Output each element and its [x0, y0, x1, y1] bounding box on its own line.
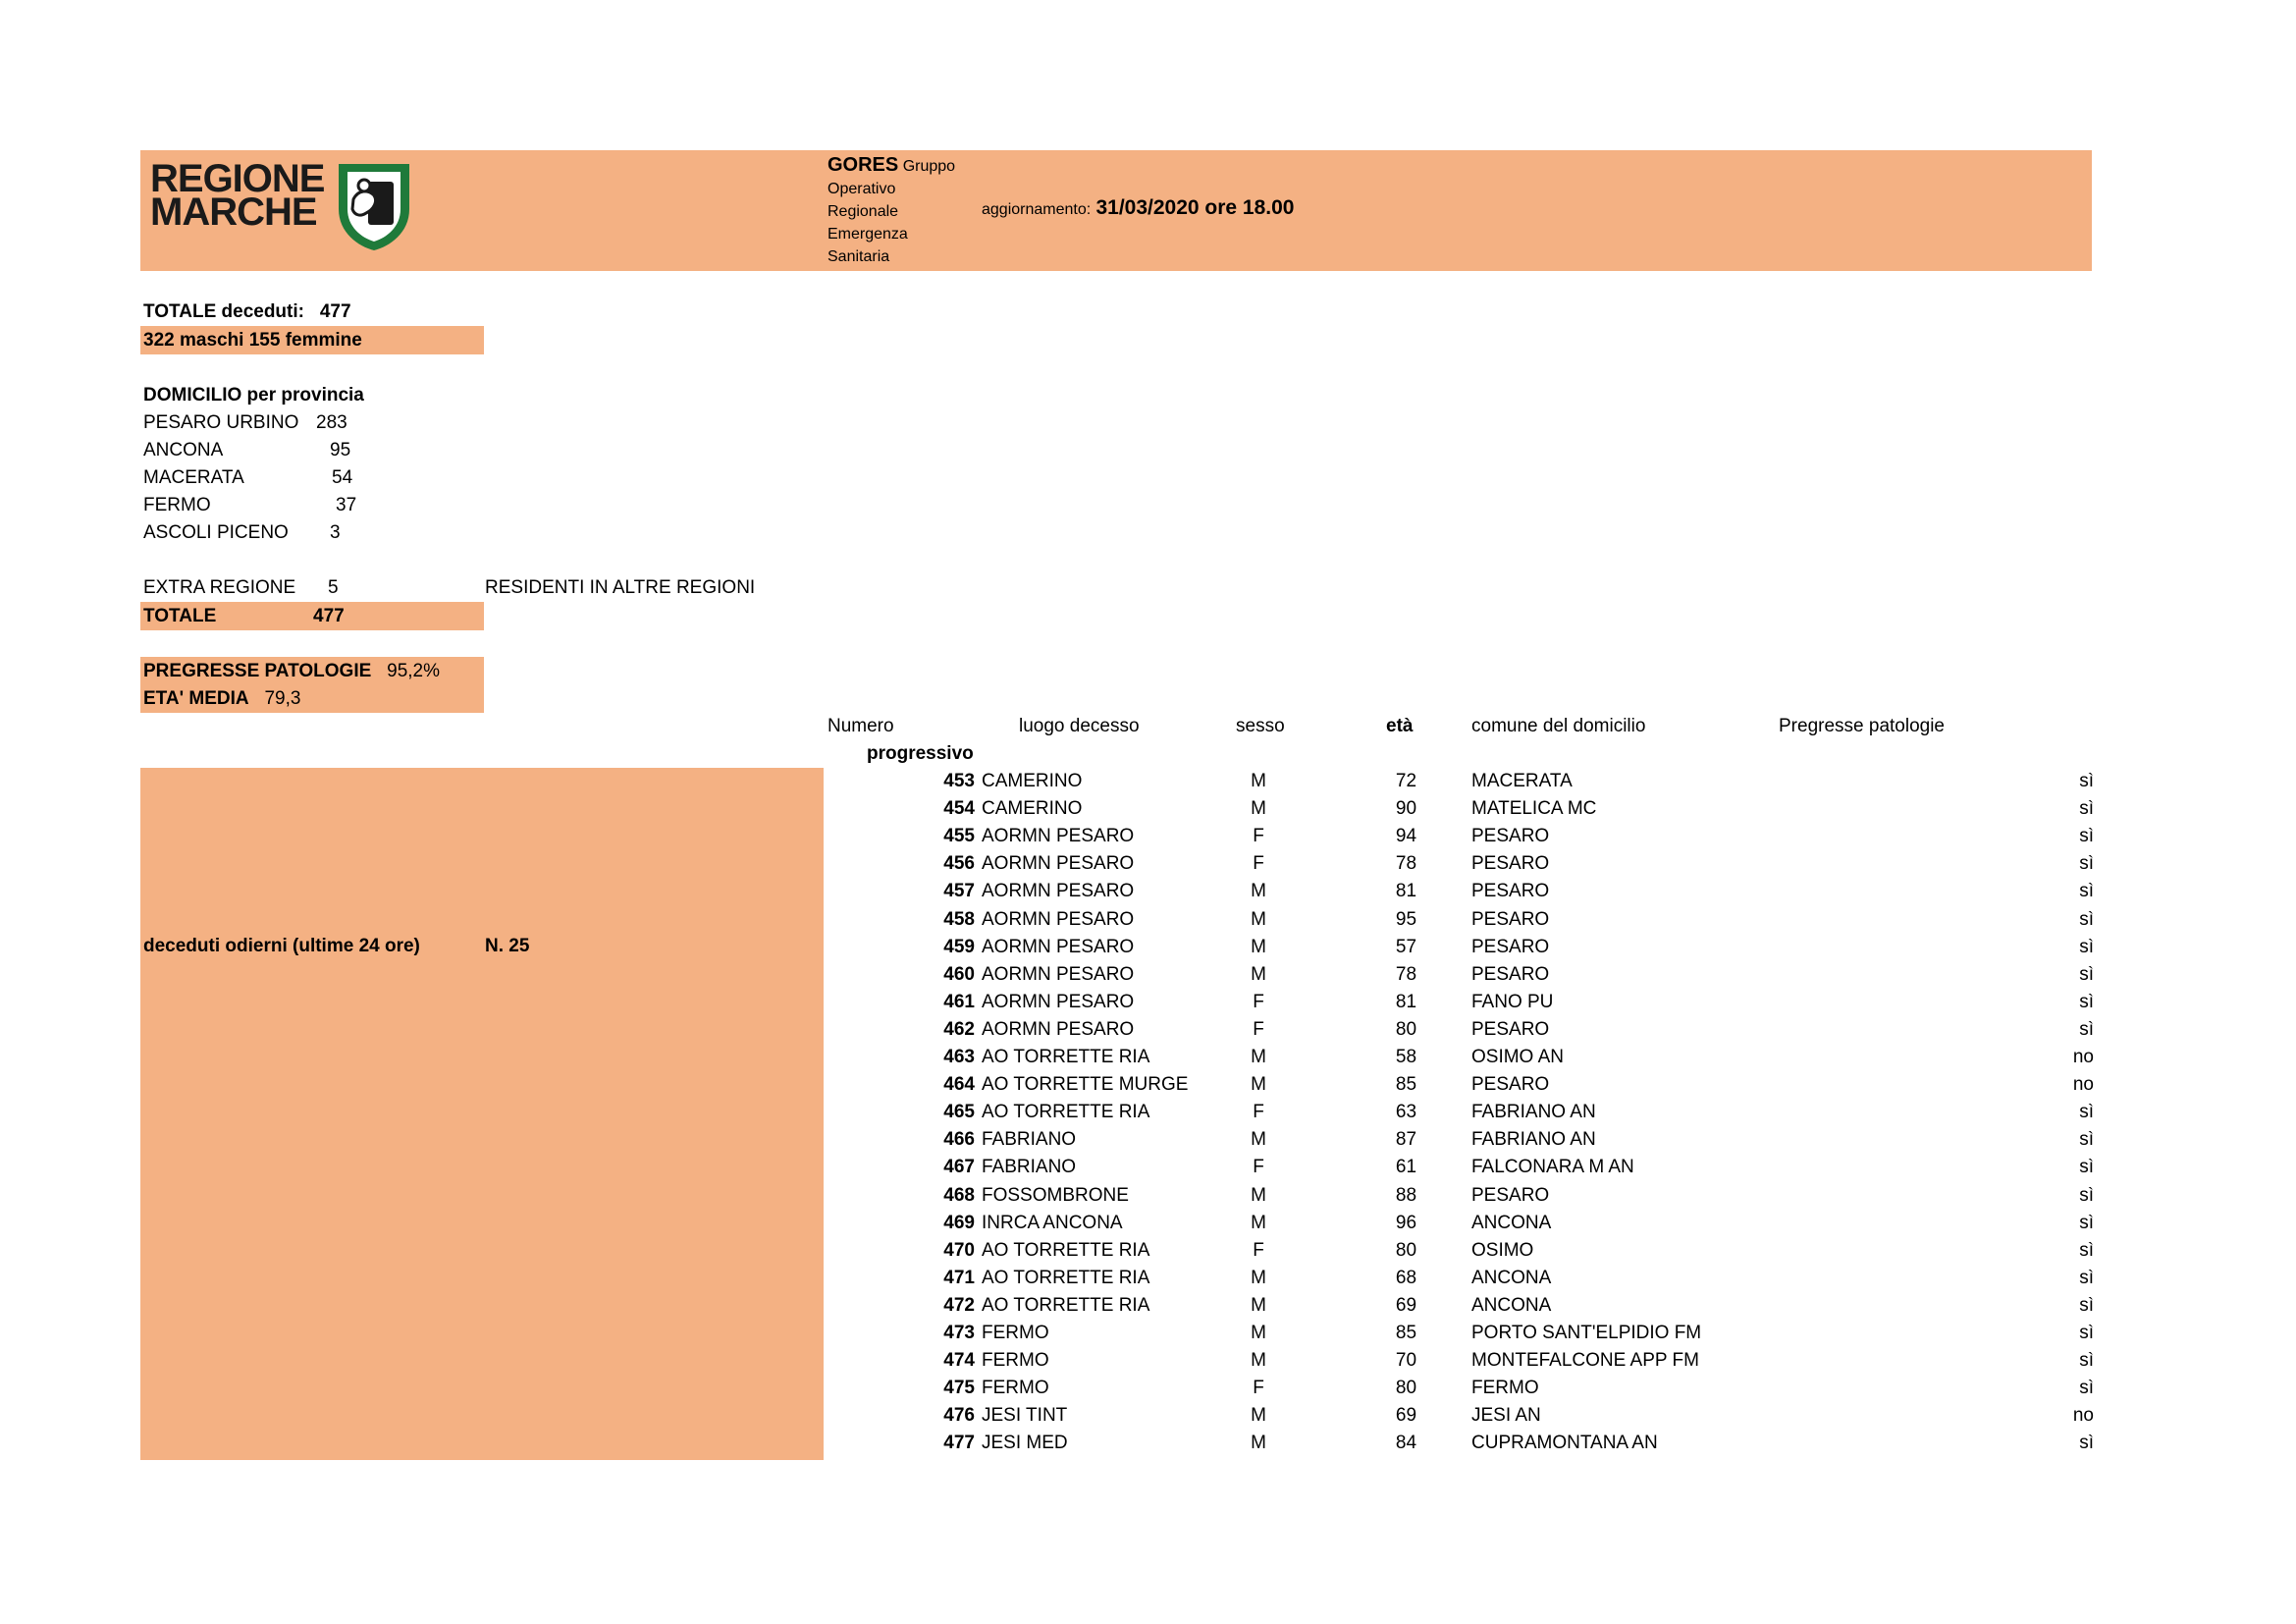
table-row — [828, 961, 2094, 989]
row-comune: PESARO — [1471, 964, 1550, 985]
province-value: 37 — [336, 495, 357, 515]
row-luogo: AORMN PESARO — [982, 992, 1135, 1012]
row-number: 465 — [943, 1102, 975, 1122]
row-number: 476 — [943, 1405, 975, 1426]
province-value: 54 — [332, 467, 353, 488]
row-number: 466 — [943, 1129, 975, 1150]
row-number: 472 — [943, 1295, 975, 1316]
row-number: 471 — [943, 1268, 975, 1288]
totale-deceduti — [143, 298, 351, 326]
row-comune: PESARO — [1471, 853, 1550, 874]
totale-label: TOTALE — [143, 606, 217, 626]
row-comune: JESI AN — [1471, 1405, 1541, 1426]
gores-block — [828, 154, 955, 268]
province-name: ASCOLI PICENO — [143, 522, 289, 543]
table-row — [828, 1265, 2094, 1292]
row-luogo: AO TORRETTE RIA — [982, 1295, 1150, 1316]
row-luogo: AO TORRETTE RIA — [982, 1047, 1150, 1067]
row-comune: FANO PU — [1471, 992, 1554, 1012]
eta-label: ETA' MEDIA — [143, 688, 249, 709]
gores-title: GORES — [828, 154, 899, 176]
header-luogo: luogo decesso — [1019, 716, 1140, 736]
row-patologie: no — [2072, 1405, 2094, 1426]
row-patologie: sì — [2079, 1378, 2094, 1398]
row-sesso: F — [1253, 1019, 1264, 1040]
row-luogo: AO TORRETTE MURGE — [982, 1074, 1189, 1095]
row-comune: FABRIANO AN — [1471, 1102, 1596, 1122]
row-patologie: sì — [2079, 1295, 2094, 1316]
row-patologie: sì — [2079, 1129, 2094, 1150]
province-value: 95 — [330, 440, 351, 460]
table-row — [828, 1099, 2094, 1126]
row-number: 459 — [943, 937, 975, 957]
province-name: FERMO — [143, 495, 211, 515]
row-luogo: AO TORRETTE RIA — [982, 1268, 1150, 1288]
table-row — [828, 1044, 2094, 1071]
row-luogo: JESI MED — [982, 1433, 1068, 1453]
row-sesso: F — [1253, 1240, 1264, 1261]
row-sesso: F — [1253, 826, 1264, 846]
header-progressivo: progressivo — [867, 743, 974, 764]
row-luogo: AO TORRETTE RIA — [982, 1102, 1150, 1122]
table-row — [828, 1126, 2094, 1154]
row-comune: PESARO — [1471, 881, 1550, 901]
row-eta: 57 — [1395, 937, 1417, 957]
row-comune: PESARO — [1471, 937, 1550, 957]
row-patologie: sì — [2079, 1185, 2094, 1206]
row-eta: 80 — [1395, 1019, 1417, 1040]
row-patologie: sì — [2079, 1102, 2094, 1122]
row-eta: 78 — [1395, 964, 1417, 985]
row-eta: 94 — [1395, 826, 1417, 846]
row-patologie: sì — [2079, 853, 2094, 874]
table-row — [828, 1375, 2094, 1402]
row-number: 477 — [943, 1433, 975, 1453]
extra-regione-note: RESIDENTI IN ALTRE REGIONI — [485, 577, 756, 598]
row-comune: OSIMO AN — [1471, 1047, 1564, 1067]
row-luogo: FERMO — [982, 1350, 1049, 1371]
deceduti-odierni-value: N. 25 — [485, 936, 530, 956]
row-patologie: sì — [2079, 1433, 2094, 1453]
row-sesso: M — [1251, 1433, 1266, 1453]
patologie-value: 95,2% — [387, 661, 440, 681]
row-comune: ANCONA — [1471, 1213, 1552, 1233]
row-sesso: F — [1253, 1102, 1264, 1122]
totale-band — [140, 602, 484, 630]
row-eta: 85 — [1395, 1074, 1417, 1095]
row-luogo: AORMN PESARO — [982, 1019, 1135, 1040]
header-comune: comune del domicilio — [1471, 716, 1646, 736]
row-sesso: M — [1251, 937, 1266, 957]
row-sesso: M — [1251, 798, 1266, 819]
row-sesso: M — [1251, 771, 1266, 791]
province-name: PESARO URBINO — [143, 412, 299, 433]
row-patologie: sì — [2079, 964, 2094, 985]
row-sesso: F — [1253, 992, 1264, 1012]
row-eta: 90 — [1395, 798, 1417, 819]
table-row — [828, 1210, 2094, 1237]
row-number: 467 — [943, 1157, 975, 1177]
row-sesso: M — [1251, 1074, 1266, 1095]
row-number: 470 — [943, 1240, 975, 1261]
row-number: 460 — [943, 964, 975, 985]
deceduti-odierni-block — [140, 768, 824, 1460]
table-row — [828, 1430, 2094, 1457]
row-sesso: M — [1251, 1129, 1266, 1150]
gores-line-3: Regionale — [828, 203, 899, 220]
row-sesso: M — [1251, 1047, 1266, 1067]
row-comune: FABRIANO AN — [1471, 1129, 1596, 1150]
logo-word-regione: REGIONE — [150, 157, 325, 200]
sesso-band — [140, 326, 484, 354]
row-luogo: CAMERINO — [982, 771, 1083, 791]
row-comune: PESARO — [1471, 909, 1550, 930]
province-name: ANCONA — [143, 440, 224, 460]
patologie-line — [143, 658, 440, 685]
row-number: 453 — [943, 771, 975, 791]
totale-deceduti-value: 477 — [319, 301, 351, 322]
row-luogo: AORMN PESARO — [982, 826, 1135, 846]
row-sesso: F — [1253, 853, 1264, 874]
row-patologie: sì — [2079, 1019, 2094, 1040]
row-eta: 80 — [1395, 1378, 1417, 1398]
extra-regione-label: EXTRA REGIONE — [143, 577, 296, 598]
row-sesso: M — [1251, 1185, 1266, 1206]
row-patologie: sì — [2079, 1240, 2094, 1261]
gores-line-5: Sanitaria — [828, 248, 890, 265]
row-comune: MONTEFALCONE APP FM — [1471, 1350, 1699, 1371]
extra-regione-value: 5 — [328, 577, 339, 598]
header-numero: Numero — [828, 716, 894, 736]
sesso-line: 322 maschi 155 femmine — [143, 330, 362, 351]
gores-line-1: Gruppo — [902, 158, 956, 175]
logo-word-marche: MARCHE — [150, 190, 317, 234]
row-comune: ANCONA — [1471, 1268, 1552, 1288]
domicilio-title: DOMICILIO per provincia — [143, 385, 364, 406]
row-patologie: sì — [2079, 771, 2094, 791]
row-number: 469 — [943, 1213, 975, 1233]
row-eta: 78 — [1395, 853, 1417, 874]
table-row — [828, 1320, 2094, 1347]
row-patologie: no — [2072, 1047, 2094, 1067]
row-eta: 68 — [1395, 1268, 1417, 1288]
row-sesso: M — [1251, 1323, 1266, 1343]
header-patologie: Pregresse patologie — [1779, 716, 1945, 736]
regione-marche-logo — [150, 158, 435, 256]
row-number: 464 — [943, 1074, 975, 1095]
row-luogo: CAMERINO — [982, 798, 1083, 819]
update-info — [982, 196, 1294, 220]
row-luogo: FABRIANO — [982, 1157, 1077, 1177]
province-name: MACERATA — [143, 467, 244, 488]
row-eta: 81 — [1395, 992, 1417, 1012]
row-luogo: AORMN PESARO — [982, 881, 1135, 901]
row-eta: 69 — [1395, 1405, 1417, 1426]
row-number: 456 — [943, 853, 975, 874]
row-eta: 95 — [1395, 909, 1417, 930]
row-luogo: JESI TINT — [982, 1405, 1068, 1426]
row-comune: PESARO — [1471, 1074, 1550, 1095]
row-patologie: sì — [2079, 881, 2094, 901]
row-eta: 87 — [1395, 1129, 1417, 1150]
row-comune: FALCONARA M AN — [1471, 1157, 1634, 1177]
row-number: 457 — [943, 881, 975, 901]
row-comune: PORTO SANT'ELPIDIO FM — [1471, 1323, 1702, 1343]
eta-line — [143, 685, 300, 713]
row-sesso: M — [1251, 964, 1266, 985]
province-value: 283 — [316, 412, 347, 433]
row-patologie: sì — [2079, 992, 2094, 1012]
row-sesso: M — [1251, 909, 1266, 930]
deceduti-odierni-label: deceduti odierni (ultime 24 ore) — [143, 936, 420, 956]
row-comune: FERMO — [1471, 1378, 1539, 1398]
row-eta: 63 — [1395, 1102, 1417, 1122]
row-sesso: F — [1253, 1157, 1264, 1177]
totale-value: 477 — [313, 606, 345, 626]
row-eta: 84 — [1395, 1433, 1417, 1453]
row-comune: PESARO — [1471, 1185, 1550, 1206]
row-comune: PESARO — [1471, 1019, 1550, 1040]
row-comune: PESARO — [1471, 826, 1550, 846]
row-patologie: sì — [2079, 1157, 2094, 1177]
row-sesso: M — [1251, 1405, 1266, 1426]
row-number: 461 — [943, 992, 975, 1012]
row-number: 468 — [943, 1185, 975, 1206]
patologie-label: PREGRESSE PATOLOGIE — [143, 661, 372, 681]
row-comune: MACERATA — [1471, 771, 1573, 791]
row-luogo: AO TORRETTE RIA — [982, 1240, 1150, 1261]
row-eta: 70 — [1395, 1350, 1417, 1371]
row-eta: 58 — [1395, 1047, 1417, 1067]
row-eta: 81 — [1395, 881, 1417, 901]
table-row — [828, 989, 2094, 1016]
row-sesso: F — [1253, 1378, 1264, 1398]
row-patologie: sì — [2079, 1213, 2094, 1233]
row-eta: 80 — [1395, 1240, 1417, 1261]
row-sesso: M — [1251, 1350, 1266, 1371]
row-luogo: INRCA ANCONA — [982, 1213, 1123, 1233]
row-sesso: M — [1251, 881, 1266, 901]
table-row — [828, 1402, 2094, 1430]
row-sesso: M — [1251, 1268, 1266, 1288]
row-sesso: M — [1251, 1213, 1266, 1233]
row-number: 462 — [943, 1019, 975, 1040]
table-row — [828, 1292, 2094, 1320]
province-row — [143, 409, 298, 437]
row-number: 473 — [943, 1323, 975, 1343]
row-luogo: AORMN PESARO — [982, 964, 1135, 985]
row-eta: 88 — [1395, 1185, 1417, 1206]
table-row — [828, 1347, 2094, 1375]
row-patologie: no — [2072, 1074, 2094, 1095]
totale-deceduti-label: TOTALE deceduti: — [143, 301, 304, 322]
row-sesso: M — [1251, 1295, 1266, 1316]
row-eta: 96 — [1395, 1213, 1417, 1233]
row-eta: 69 — [1395, 1295, 1417, 1316]
row-patologie: sì — [2079, 909, 2094, 930]
province-value: 3 — [330, 522, 341, 543]
row-comune: CUPRAMONTANA AN — [1471, 1433, 1658, 1453]
row-comune: OSIMO — [1471, 1240, 1534, 1261]
row-luogo: AORMN PESARO — [982, 937, 1135, 957]
row-patologie: sì — [2079, 1350, 2094, 1371]
row-number: 454 — [943, 798, 975, 819]
row-patologie: sì — [2079, 1323, 2094, 1343]
row-number: 475 — [943, 1378, 975, 1398]
eta-value: 79,3 — [264, 688, 301, 709]
table-row — [828, 768, 2094, 795]
row-patologie: sì — [2079, 798, 2094, 819]
row-comune: ANCONA — [1471, 1295, 1552, 1316]
patologie-band — [140, 657, 484, 713]
row-number: 474 — [943, 1350, 975, 1371]
row-patologie: sì — [2079, 826, 2094, 846]
table-row — [828, 906, 2094, 934]
row-eta: 72 — [1395, 771, 1417, 791]
row-patologie: sì — [2079, 937, 2094, 957]
row-number: 455 — [943, 826, 975, 846]
table-row — [828, 823, 2094, 850]
row-number: 458 — [943, 909, 975, 930]
row-luogo: FERMO — [982, 1378, 1049, 1398]
table-row — [828, 1071, 2094, 1099]
regione-marche-emblem-icon — [335, 160, 413, 252]
gores-line-2: Operativo — [828, 181, 896, 197]
table-row — [828, 795, 2094, 823]
row-luogo: AORMN PESARO — [982, 853, 1135, 874]
update-value: 31/03/2020 ore 18.00 — [1095, 196, 1295, 219]
table-row — [828, 934, 2094, 961]
row-eta: 61 — [1395, 1157, 1417, 1177]
row-patologie: sì — [2079, 1268, 2094, 1288]
row-number: 463 — [943, 1047, 975, 1067]
row-comune: MATELICA MC — [1471, 798, 1597, 819]
row-eta: 85 — [1395, 1323, 1417, 1343]
table-row — [828, 1237, 2094, 1265]
gores-line-4: Emergenza — [828, 226, 908, 243]
table-row — [828, 1016, 2094, 1044]
table-row — [828, 1182, 2094, 1210]
update-label: aggiornamento: — [982, 201, 1092, 218]
header-eta: età — [1386, 716, 1414, 736]
row-luogo: FOSSOMBRONE — [982, 1185, 1129, 1206]
header-sesso: sesso — [1236, 716, 1285, 736]
row-luogo: FABRIANO — [982, 1129, 1077, 1150]
row-luogo: AORMN PESARO — [982, 909, 1135, 930]
table-row — [828, 1154, 2094, 1181]
table-row — [828, 850, 2094, 878]
table-row — [828, 878, 2094, 905]
row-luogo: FERMO — [982, 1323, 1049, 1343]
